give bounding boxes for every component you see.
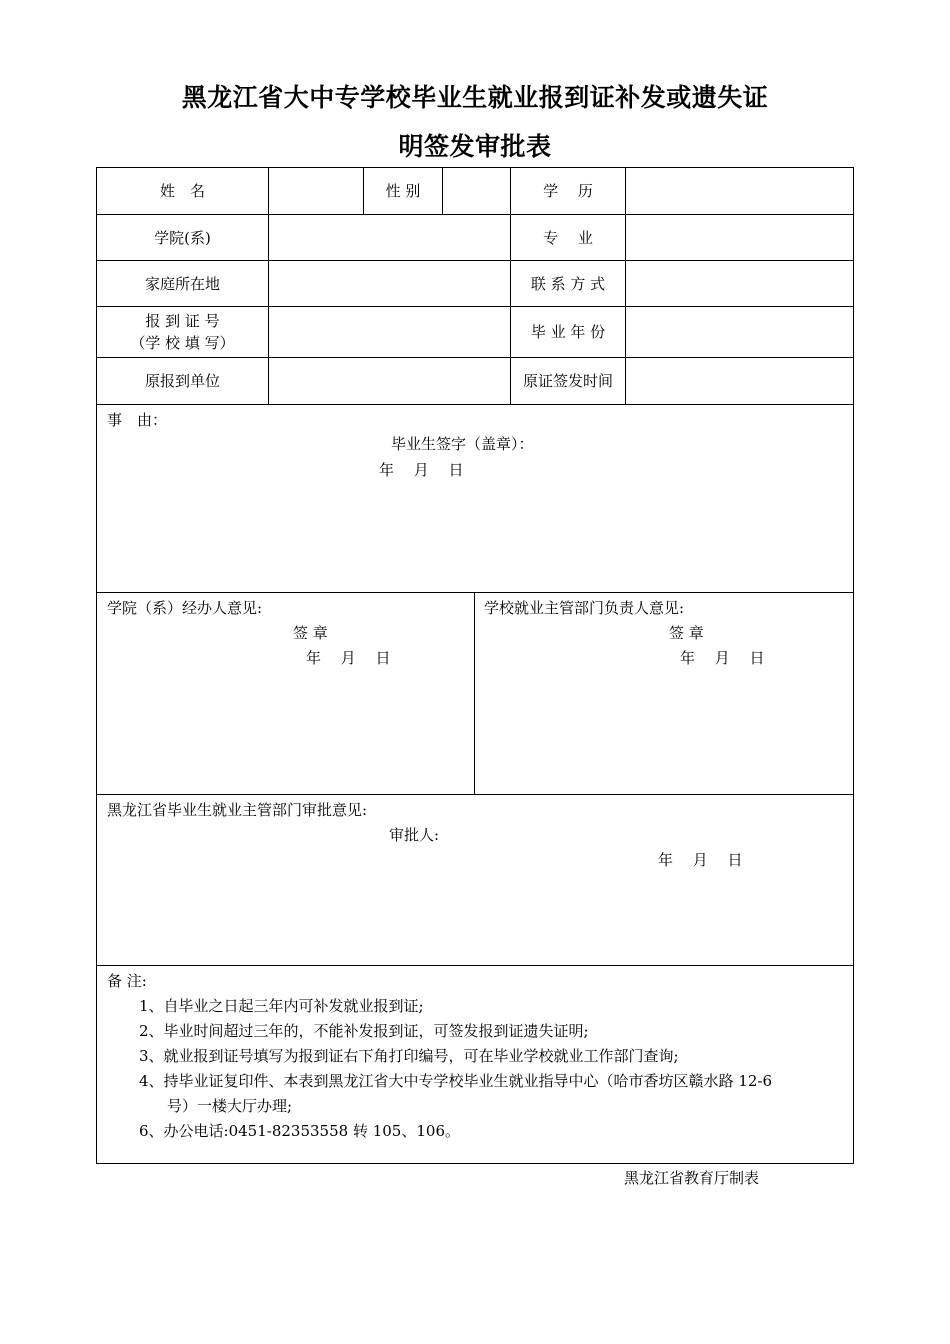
section-divider xyxy=(96,965,854,966)
opinion-divider xyxy=(474,592,475,794)
note-item: 1、自毕业之日起三年内可补发就业报到证; xyxy=(139,997,424,1015)
label-home: 家庭所在地 xyxy=(144,274,220,293)
major-input-cell[interactable] xyxy=(626,215,853,260)
college-opinion-label: 学院（系）经办人意见: xyxy=(107,599,263,617)
label-major: 专 业 xyxy=(543,228,593,247)
name-input-cell[interactable] xyxy=(269,168,363,214)
approval-date: 年 月 日 xyxy=(658,851,743,869)
gender-input-cell[interactable] xyxy=(443,168,510,214)
school-opinion-label: 学校就业主管部门负责人意见: xyxy=(484,599,685,617)
education-input-cell[interactable] xyxy=(626,168,853,214)
row-divider xyxy=(96,404,854,405)
grad-year-input-cell[interactable] xyxy=(626,307,853,357)
label-name: 姓 名 xyxy=(159,182,205,200)
form-title-line1: 黑龙江省大中专学校毕业生就业报到证补发或遗失证 xyxy=(181,83,769,112)
original-unit-input-cell[interactable] xyxy=(269,358,510,404)
home-input-cell[interactable] xyxy=(269,261,510,306)
label-gender: 性 别 xyxy=(385,182,421,200)
label-education: 学 历 xyxy=(543,182,593,200)
footer-issuer: 黑龙江省教育厅制表 xyxy=(624,1169,760,1187)
label-original-issue-time: 原证签发时间 xyxy=(522,372,613,390)
label-original-unit: 原报到单位 xyxy=(144,372,220,390)
original-issue-time-input-cell[interactable] xyxy=(626,358,853,404)
school-date: 年 月 日 xyxy=(680,649,765,667)
report-no-input-cell[interactable] xyxy=(269,307,510,357)
label-report-no xyxy=(97,307,268,357)
label-report-no-line1: 报 到 证 号 xyxy=(145,312,220,330)
table-border-bottom xyxy=(96,1163,854,1164)
form-title-line2: 明签发审批表 xyxy=(398,132,552,161)
note-item: 4、持毕业证复印件、本表到黑龙江省大中专学校毕业生就业指导中心（哈市香坊区赣水路 12-6 xyxy=(139,1072,773,1090)
school-seal-label: 签 章 xyxy=(669,624,704,642)
table-border-right xyxy=(853,167,854,1164)
label-report-no-line2: （学 校 填 写） xyxy=(130,334,235,352)
college-seal-label: 签 章 xyxy=(293,624,328,642)
approval-label: 黑龙江省毕业生就业主管部门审批意见: xyxy=(107,801,368,819)
notes-label: 备 注: xyxy=(107,972,147,990)
note-item-continuation: 号）一楼大厅办理; xyxy=(167,1097,293,1115)
section-divider xyxy=(96,592,854,593)
label-college: 学院(系) xyxy=(154,228,211,247)
college-input-cell[interactable] xyxy=(269,215,510,260)
label-contact: 联 系 方 式 xyxy=(530,274,606,293)
note-item: 3、就业报到证号填写为报到证右下角打印编号，可在毕业学校就业工作部门查询; xyxy=(139,1047,679,1065)
contact-input-cell[interactable] xyxy=(626,261,853,306)
graduate-signature-label: 毕业生签字（盖章）： xyxy=(391,435,534,453)
reason-label: 事 由： xyxy=(107,411,168,429)
college-date: 年 月 日 xyxy=(306,649,391,667)
section-divider xyxy=(96,794,854,795)
note-item: 6、办公电话:0451-82353558 转 105、106。 xyxy=(139,1122,460,1140)
approver-label: 审批人: xyxy=(389,826,440,844)
note-item: 2、毕业时间超过三年的，不能补发报到证，可签发报到证遗失证明; xyxy=(139,1022,589,1040)
label-grad-year: 毕 业 年 份 xyxy=(530,323,606,341)
reason-date: 年 月 日 xyxy=(379,461,464,479)
